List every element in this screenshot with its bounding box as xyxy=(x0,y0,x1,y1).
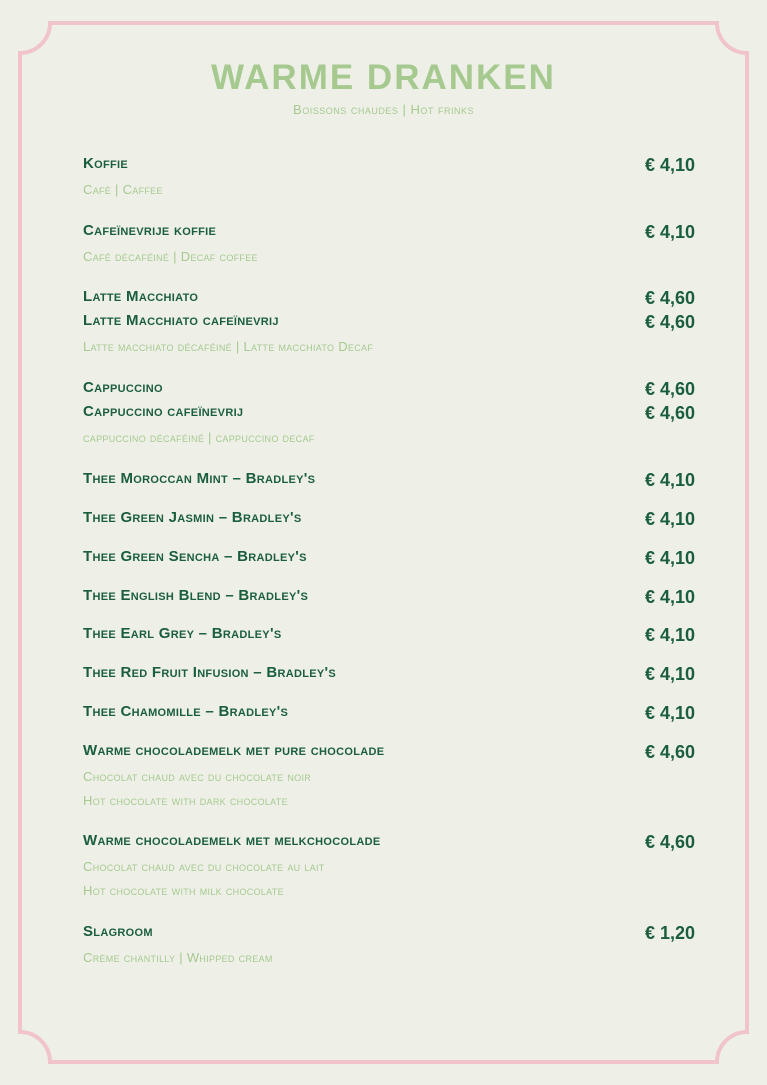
menu-item-thee-green-sencha xyxy=(83,548,695,572)
menu-item-line xyxy=(83,509,695,533)
menu-item-slagroom xyxy=(83,923,695,971)
item-name: Thee Red Fruit Infusion – Bradley's xyxy=(83,664,337,681)
item-name: Thee English Blend – Bradley's xyxy=(83,587,309,604)
menu-item-line xyxy=(83,403,695,427)
item-translation: Hot chocolate with milk chocolate xyxy=(83,883,284,898)
item-name: Thee Moroccan Mint – Bradley's xyxy=(83,470,316,487)
item-price: € 4,60 xyxy=(644,312,695,332)
item-price: € 4,10 xyxy=(644,625,695,645)
item-price: € 1,20 xyxy=(644,923,695,943)
menu-item-line xyxy=(83,548,695,572)
menu-item-line xyxy=(83,312,695,336)
item-price: € 4,60 xyxy=(644,403,695,423)
item-translation: Café décaféiné | Decaf coffee xyxy=(83,249,258,264)
item-name: Cappuccino cafeïnevrij xyxy=(83,403,244,420)
item-translation: Crème chantilly | Whipped cream xyxy=(83,950,273,965)
menu-item-line xyxy=(83,923,695,947)
item-name: Thee Green Jasmin – Bradley's xyxy=(83,509,302,526)
menu-item-chocolademelk-puur xyxy=(83,742,695,814)
item-price: € 4,10 xyxy=(644,664,695,684)
item-price: € 4,10 xyxy=(644,548,695,568)
menu-item-line xyxy=(83,222,695,246)
item-price: € 4,60 xyxy=(644,742,695,762)
item-price: € 4,10 xyxy=(644,509,695,529)
item-name: Latte Macchiato xyxy=(83,288,199,305)
item-price: € 4,10 xyxy=(644,470,695,490)
menu-item-line xyxy=(83,832,695,856)
menu-item-line xyxy=(83,379,695,403)
item-price: € 4,60 xyxy=(644,832,695,852)
menu-item-line xyxy=(83,703,695,727)
item-name: Cappuccino xyxy=(83,379,163,396)
menu-item-line xyxy=(83,587,695,611)
item-price: € 4,10 xyxy=(644,155,695,175)
menu-item-chocolademelk-melk xyxy=(83,832,695,904)
item-translation: Chocolat chaud avec du chocolate noir xyxy=(83,769,312,784)
item-price: € 4,60 xyxy=(644,379,695,399)
page-subtitle: Boissons chaudes | Hot frinks xyxy=(293,102,474,117)
item-translation: Hot chocolate with dark chocolate xyxy=(83,793,288,808)
page-title: WARME DRANKEN xyxy=(211,58,556,97)
menu-item-thee-moroccan-mint xyxy=(83,470,695,494)
menu-item-line xyxy=(83,625,695,649)
item-name: Warme chocolademelk met melkchocolade xyxy=(83,832,381,849)
item-price: € 4,10 xyxy=(644,703,695,723)
item-name: Thee Chamomille – Bradley's xyxy=(83,703,289,720)
item-price: € 4,10 xyxy=(644,222,695,242)
item-name: Thee Earl Grey – Bradley's xyxy=(83,625,282,642)
item-translation: cappuccino décaféiné | cappuccino decaf xyxy=(83,430,315,445)
item-price: € 4,60 xyxy=(644,288,695,308)
menu-item-line xyxy=(83,155,695,179)
item-translation: Chocolat chaud avec du chocolate au lait xyxy=(83,859,325,874)
menu-item-thee-red-fruit xyxy=(83,664,695,688)
item-name: Thee Green Sencha – Bradley's xyxy=(83,548,307,565)
item-name: Warme chocolademelk met pure chocolade xyxy=(83,742,385,759)
menu-item-line xyxy=(83,470,695,494)
item-price: € 4,10 xyxy=(644,587,695,607)
menu-item-line xyxy=(83,742,695,766)
menu-item-thee-earl-grey xyxy=(83,625,695,649)
item-name: Latte Macchiato cafeïnevrij xyxy=(83,312,279,329)
menu-item-thee-english-blend xyxy=(83,587,695,611)
menu-item-line xyxy=(83,664,695,688)
item-name: Cafeïnevrije koffie xyxy=(83,222,217,239)
menu-item-latte-macchiato xyxy=(83,288,695,360)
item-translation: Latte macchiato décaféiné | Latte macchiato Decaf xyxy=(83,339,374,354)
item-name: Koffie xyxy=(83,155,129,172)
menu-item-decaf-koffie xyxy=(83,222,695,270)
item-translation: Café | Caffee xyxy=(83,182,163,197)
menu-item-thee-chamomille xyxy=(83,703,695,727)
menu-item-line xyxy=(83,288,695,312)
menu-item-cappuccino xyxy=(83,379,695,451)
menu-item-koffie xyxy=(83,155,695,203)
item-name: Slagroom xyxy=(83,923,153,940)
menu-item-thee-green-jasmin xyxy=(83,509,695,533)
